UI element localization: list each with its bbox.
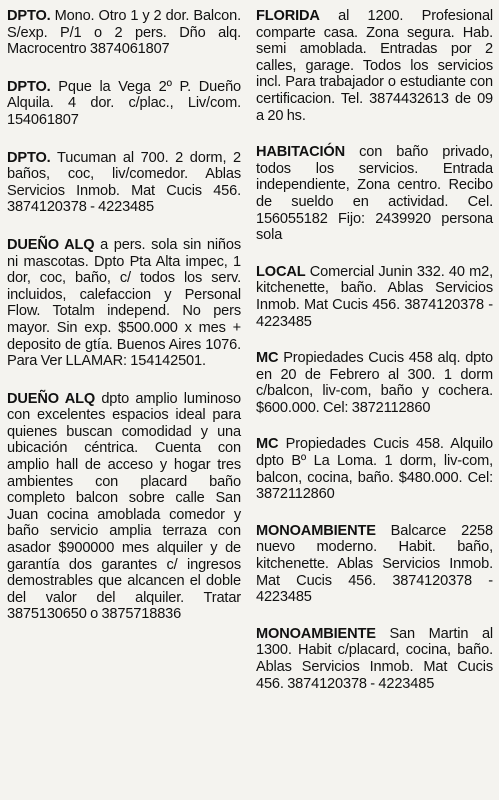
classified-ad	[256, 436, 493, 502]
classified-ad	[256, 626, 493, 692]
ad-text: Comercial Junin 332. 40 m2, kitchenette, baño. Ablas Servicios Inmob. Mat Cucis 456. 3874120378 - 4223485	[256, 263, 493, 330]
ad-keyword: MONOAMBIENTE	[256, 625, 376, 642]
classified-ad	[256, 523, 493, 606]
ad-text: Pque la Vega 2º P. Dueño Alquila. 4 dor. c/plac., Liv/com. 154061807	[7, 78, 241, 128]
classified-ad	[7, 150, 241, 216]
classified-ad	[256, 8, 493, 124]
classified-ad	[256, 350, 493, 416]
classifieds-column-right	[247, 8, 493, 800]
ad-keyword: FLORIDA	[256, 8, 320, 24]
ad-keyword: DUEÑO ALQ	[7, 390, 96, 407]
classified-ad	[7, 8, 241, 58]
ad-keyword: MONOAMBIENTE	[256, 522, 376, 539]
ad-text: a pers. sola sin niños ni mascotas. Dpto Pta Alta impec, 1 dor, coc, baño, c/ todos los serv. incluidos, calefaccion y Personal Flow. Totalm independ. No pers mayor. Sin exp. $500.000 x mes + deposito de gtía. Buenos Aires 1076. Para Ver LLAMAR: 154142501.	[7, 236, 242, 370]
ad-text: al 1200. Profesional comparte casa. Zona segura. Hab. semi amoblada. Entradas por 2 calles, garage. Todos los servicios incl. Para trabajador o estudiante con certificacion. Tel. 3874432613 de 09 a 20 hs.	[256, 8, 493, 124]
classified-ad	[256, 264, 493, 330]
classified-ad	[7, 237, 241, 370]
ad-keyword: LOCAL	[256, 263, 306, 280]
ad-keyword: HABITACIÓN	[256, 144, 346, 161]
ad-text: dpto amplio luminoso con excelentes espacios ideal para quienes buscan comodidad y una ubicación céntrica. Cuenta con amplio hall de acceso y hogar tres ambientes con placard baño completo balcon sobre calle San Juan cocina amoblada comedor y baño servicio amplia terraza con asador $900000 mes alquiler y de garantía dos garantes c/ ingresos demostrables que alcancen el doble del valor del alquiler. Tratar 3875130650 o 3875718836	[7, 390, 242, 623]
ad-text: Balcarce 2258 nuevo moderno. Habit. baño, kitchenette. Ablas Servicios Inmob. Mat Cucis 456. 3874120378 - 4223485	[256, 522, 493, 606]
ad-text: Mono. Otro 1 y 2 dor. Balcon. S/exp. P/1 o 2 pers. Dño alq. Macrocentro 3874061807	[7, 8, 241, 58]
classifieds-column-left	[7, 8, 247, 800]
ad-keyword: MC	[256, 350, 279, 367]
classified-ad	[256, 144, 493, 244]
ad-keyword: DPTO.	[7, 8, 51, 24]
ad-text: Propiedades Cucis 458 alq. dpto en 20 de Febrero al 300. 1 dorm c/balcon, liv-com, baño y cochera. $600.000. Cel: 3872112860	[256, 350, 493, 416]
ad-keyword: MC	[256, 436, 279, 453]
ad-keyword: DPTO.	[7, 149, 51, 166]
ad-text: con baño privado, todos los servicios. Entrada independiente, Zona centro. Recibo de sueldo en actividad. Cel. 156055182 Fijo: 2439920 persona sola	[256, 144, 493, 244]
classified-ad	[7, 79, 241, 129]
ad-keyword: DUEÑO ALQ	[7, 236, 95, 253]
ad-keyword: DPTO.	[7, 78, 51, 95]
ad-text: Propiedades Cucis 458. Alquilo dpto Bº La Loma. 1 dorm, liv-com, balcon, cocina, baño. $480.000. Cel: 3872112860	[256, 436, 493, 503]
ad-text: Tucuman al 700. 2 dorm, 2 baños, coc, liv/comedor. Ablas Servicios Inmob. Mat Cucis 456. 3874120378 - 4223485	[7, 149, 241, 216]
ad-text: San Martin al 1300. Habit c/placard, cocina, baño. Ablas Servicios Inmob. Mat Cucis 456. 3874120378 - 4223485	[256, 625, 493, 692]
classified-ad	[7, 391, 241, 623]
